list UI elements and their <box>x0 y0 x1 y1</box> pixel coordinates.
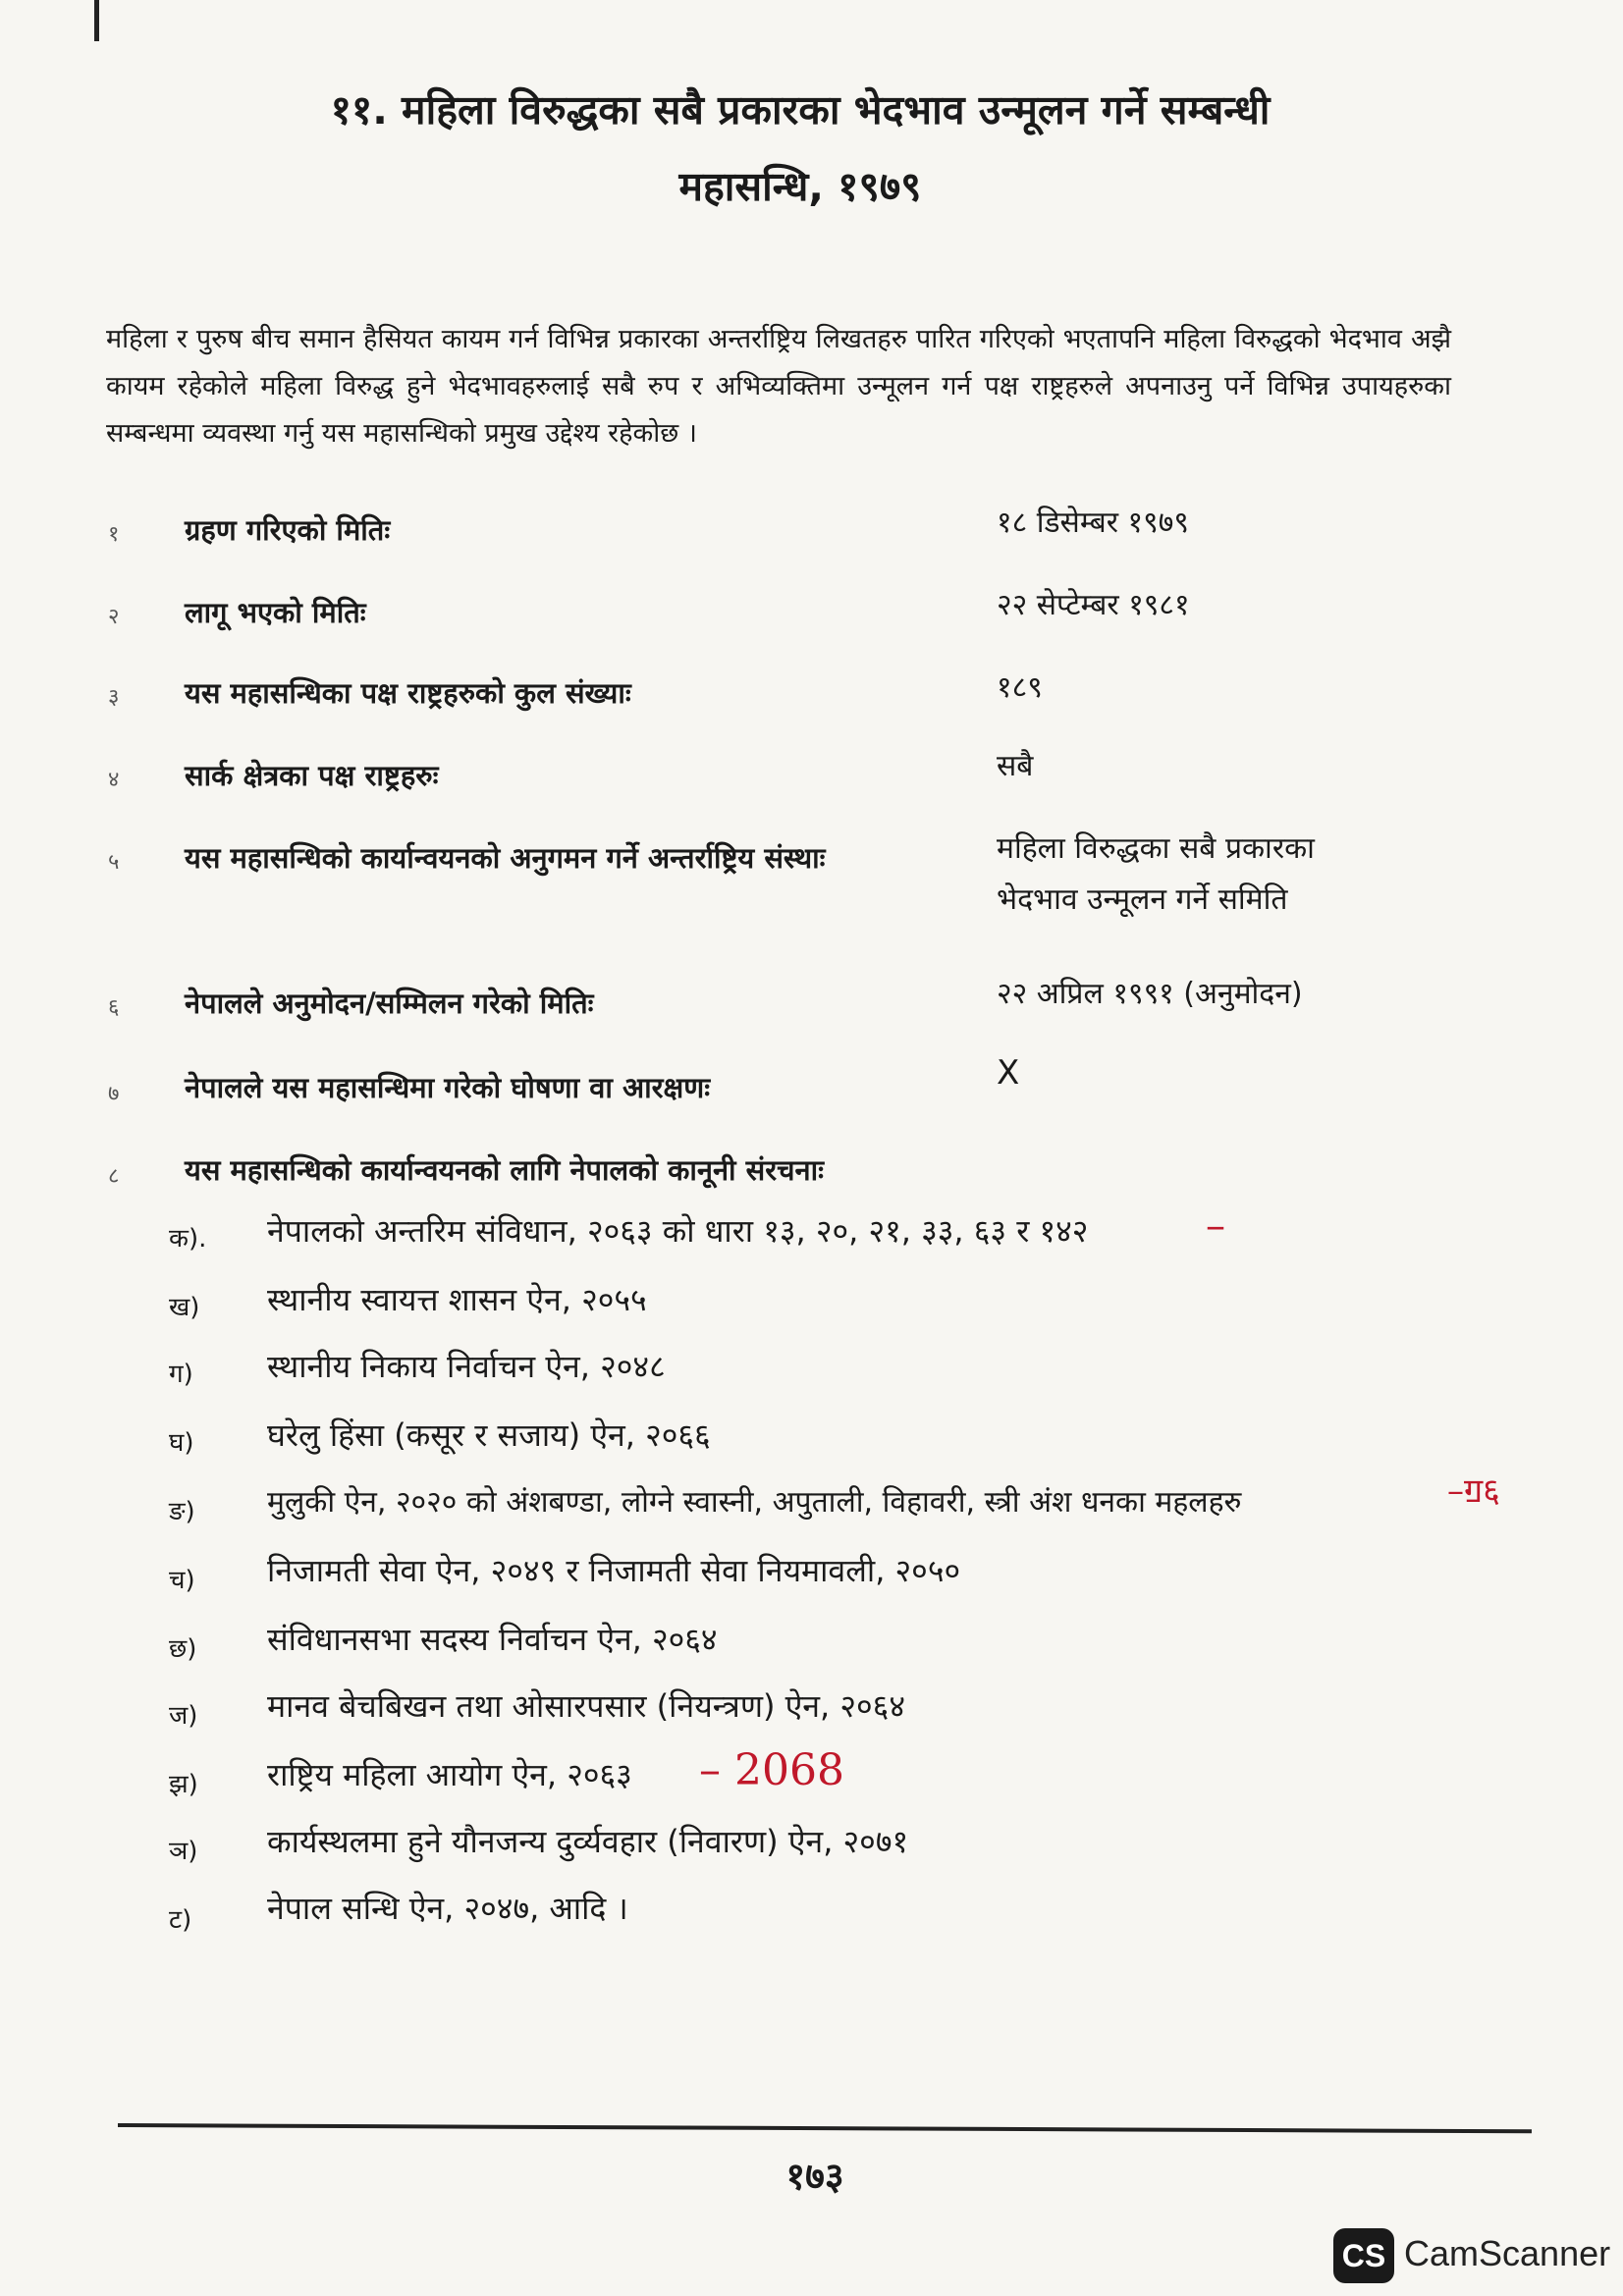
field-number: २ <box>108 605 120 629</box>
field-value: १८ डिसेम्बर १९७९ <box>997 506 1189 540</box>
document-title-line2: महासन्धि, १९७९ <box>678 163 922 210</box>
page-edge-mark <box>94 0 99 41</box>
field-label: यस महासन्धिको कार्यान्वयनको अनुगमन गर्ने अन्तर्राष्ट्रिय संस्थाः <box>185 841 826 875</box>
list-item-text: घरेलु हिंसा (कसूर र सजाय) ऐन, २०६६ <box>267 1416 711 1454</box>
camscanner-logo-icon: CS <box>1333 2228 1394 2283</box>
field-value: २२ सेप्टेम्बर १९८१ <box>997 588 1190 622</box>
field-label: नेपालले अनुमोदन/सम्मिलन गरेको मितिः <box>185 987 594 1020</box>
list-item-marker: ख) <box>169 1293 200 1322</box>
handwritten-dash: – <box>1206 1203 1225 1249</box>
field-value-line2: भेदभाव उन्मूलन गर्ने समिति <box>997 882 1288 917</box>
handwritten-note-jha: – 2068 <box>699 1745 844 1795</box>
list-item-text: कार्यस्थलमा हुने यौनजन्य दुर्व्यवहार (निवारण) ऐन, २०७१ <box>267 1823 909 1860</box>
list-item-text: नेपाल सन्धि ऐन, २०४७, आदि । <box>267 1890 628 1927</box>
field-number: ३ <box>108 685 120 710</box>
list-item-marker: च) <box>169 1566 195 1595</box>
list-item-marker: ज) <box>169 1701 198 1731</box>
list-item-marker: झ) <box>169 1770 198 1799</box>
field-label: यस महासन्धिको कार्यान्वयनको लागि नेपालको कानूनी संरचनाः <box>185 1153 824 1187</box>
field-number: ७ <box>108 1082 120 1106</box>
list-item-marker: ङ) <box>169 1497 195 1526</box>
field-label: लागू भएको मितिः <box>185 596 366 629</box>
intro-paragraph: महिला र पुरुष बीच समान हैसियत कायम गर्न विभिन्न प्रकारका अन्तर्राष्ट्रिय लिखतहरु पारित गरिएको भएतापनि महिला विरुद्धको भेदभाव अझै कायम रहेकोले महिला विरुद्ध हुने भेदभावहरुलाई सबै रुप र अभिव्यक्तिमा उन्मूलन गर्न पक्ष राष्ट्रहरुले अपनाउनु पर्ने विभिन्न उपायहरुका सम्बन्धमा व्यवस्था गर्नु यस महासन्धिको प्रमुख उद्देश्य रहेकोछ । <box>106 324 1451 449</box>
field-label: नेपालले यस महासन्धिमा गरेको घोषणा वा आरक्षणः <box>185 1071 711 1104</box>
document-title-line1: ११. महिला विरुद्धका सबै प्रकारका भेदभाव उन्मूलन गर्ने सम्बन्धी <box>330 86 1271 133</box>
list-item-marker: ट) <box>169 1905 192 1935</box>
field-label: यस महासन्धिका पक्ष राष्ट्रहरुको कुल संख्याः <box>185 676 631 710</box>
list-item-text: स्थानीय निकाय निर्वाचन ऐन, २०४८ <box>267 1348 666 1385</box>
footer-rule <box>118 2123 1532 2133</box>
page-number: १७३ <box>785 2155 844 2198</box>
field-value: सबै <box>997 749 1034 783</box>
field-number: ५ <box>108 850 120 875</box>
list-item-marker: छ) <box>169 1634 197 1664</box>
list-item-text: स्थानीय स्वायत्त शासन ऐन, २०५५ <box>267 1281 647 1318</box>
handwritten-note-e: –ॻ६ <box>1447 1471 1500 1511</box>
field-label: ग्रहण गरिएको मितिः <box>185 513 391 547</box>
list-item-marker: ग) <box>169 1360 193 1389</box>
field-value-line1: महिला विरुद्धका सबै प्रकारका <box>997 831 1315 866</box>
field-label: सार्क क्षेत्रका पक्ष राष्ट्रहरुः <box>185 759 439 792</box>
field-number: ६ <box>108 995 120 1020</box>
field-value: X <box>997 1053 1020 1093</box>
field-value: २२ अप्रिल १९९१ (अनुमोदन) <box>997 977 1303 1011</box>
list-item-text: राष्ट्रिय महिला आयोग ऐन, २०६३ <box>267 1756 632 1793</box>
list-item-text: संविधानसभा सदस्य निर्वाचन ऐन, २०६४ <box>267 1621 718 1658</box>
field-value: १८९ <box>997 670 1043 705</box>
field-number: ४ <box>108 768 120 792</box>
camscanner-watermark: CamScanner <box>1404 2233 1611 2273</box>
list-item-text: मुलुकी ऐन, २०२० को अंशबण्डा, लोग्ने स्वास्नी, अपुताली, विहावरी, स्त्री अंश धनका महलहरु <box>267 1485 1242 1520</box>
list-item-marker: ञ) <box>169 1837 198 1866</box>
list-item-text: नेपालको अन्तरिम संविधान, २०६३ को धारा १३, २०, २१, ३३, ६३ र १४२ <box>267 1212 1089 1250</box>
list-item-text: मानव बेचबिखन तथा ओसारपसार (नियन्त्रण) ऐन, २०६४ <box>267 1687 905 1725</box>
field-number: ८ <box>108 1164 120 1189</box>
list-item-marker: घ) <box>169 1428 194 1458</box>
list-item-marker: क). <box>169 1224 207 1254</box>
list-item-text: निजामती सेवा ऐन, २०४९ र निजामती सेवा नियमावली, २०५० <box>267 1552 961 1589</box>
field-number: १ <box>108 522 120 547</box>
